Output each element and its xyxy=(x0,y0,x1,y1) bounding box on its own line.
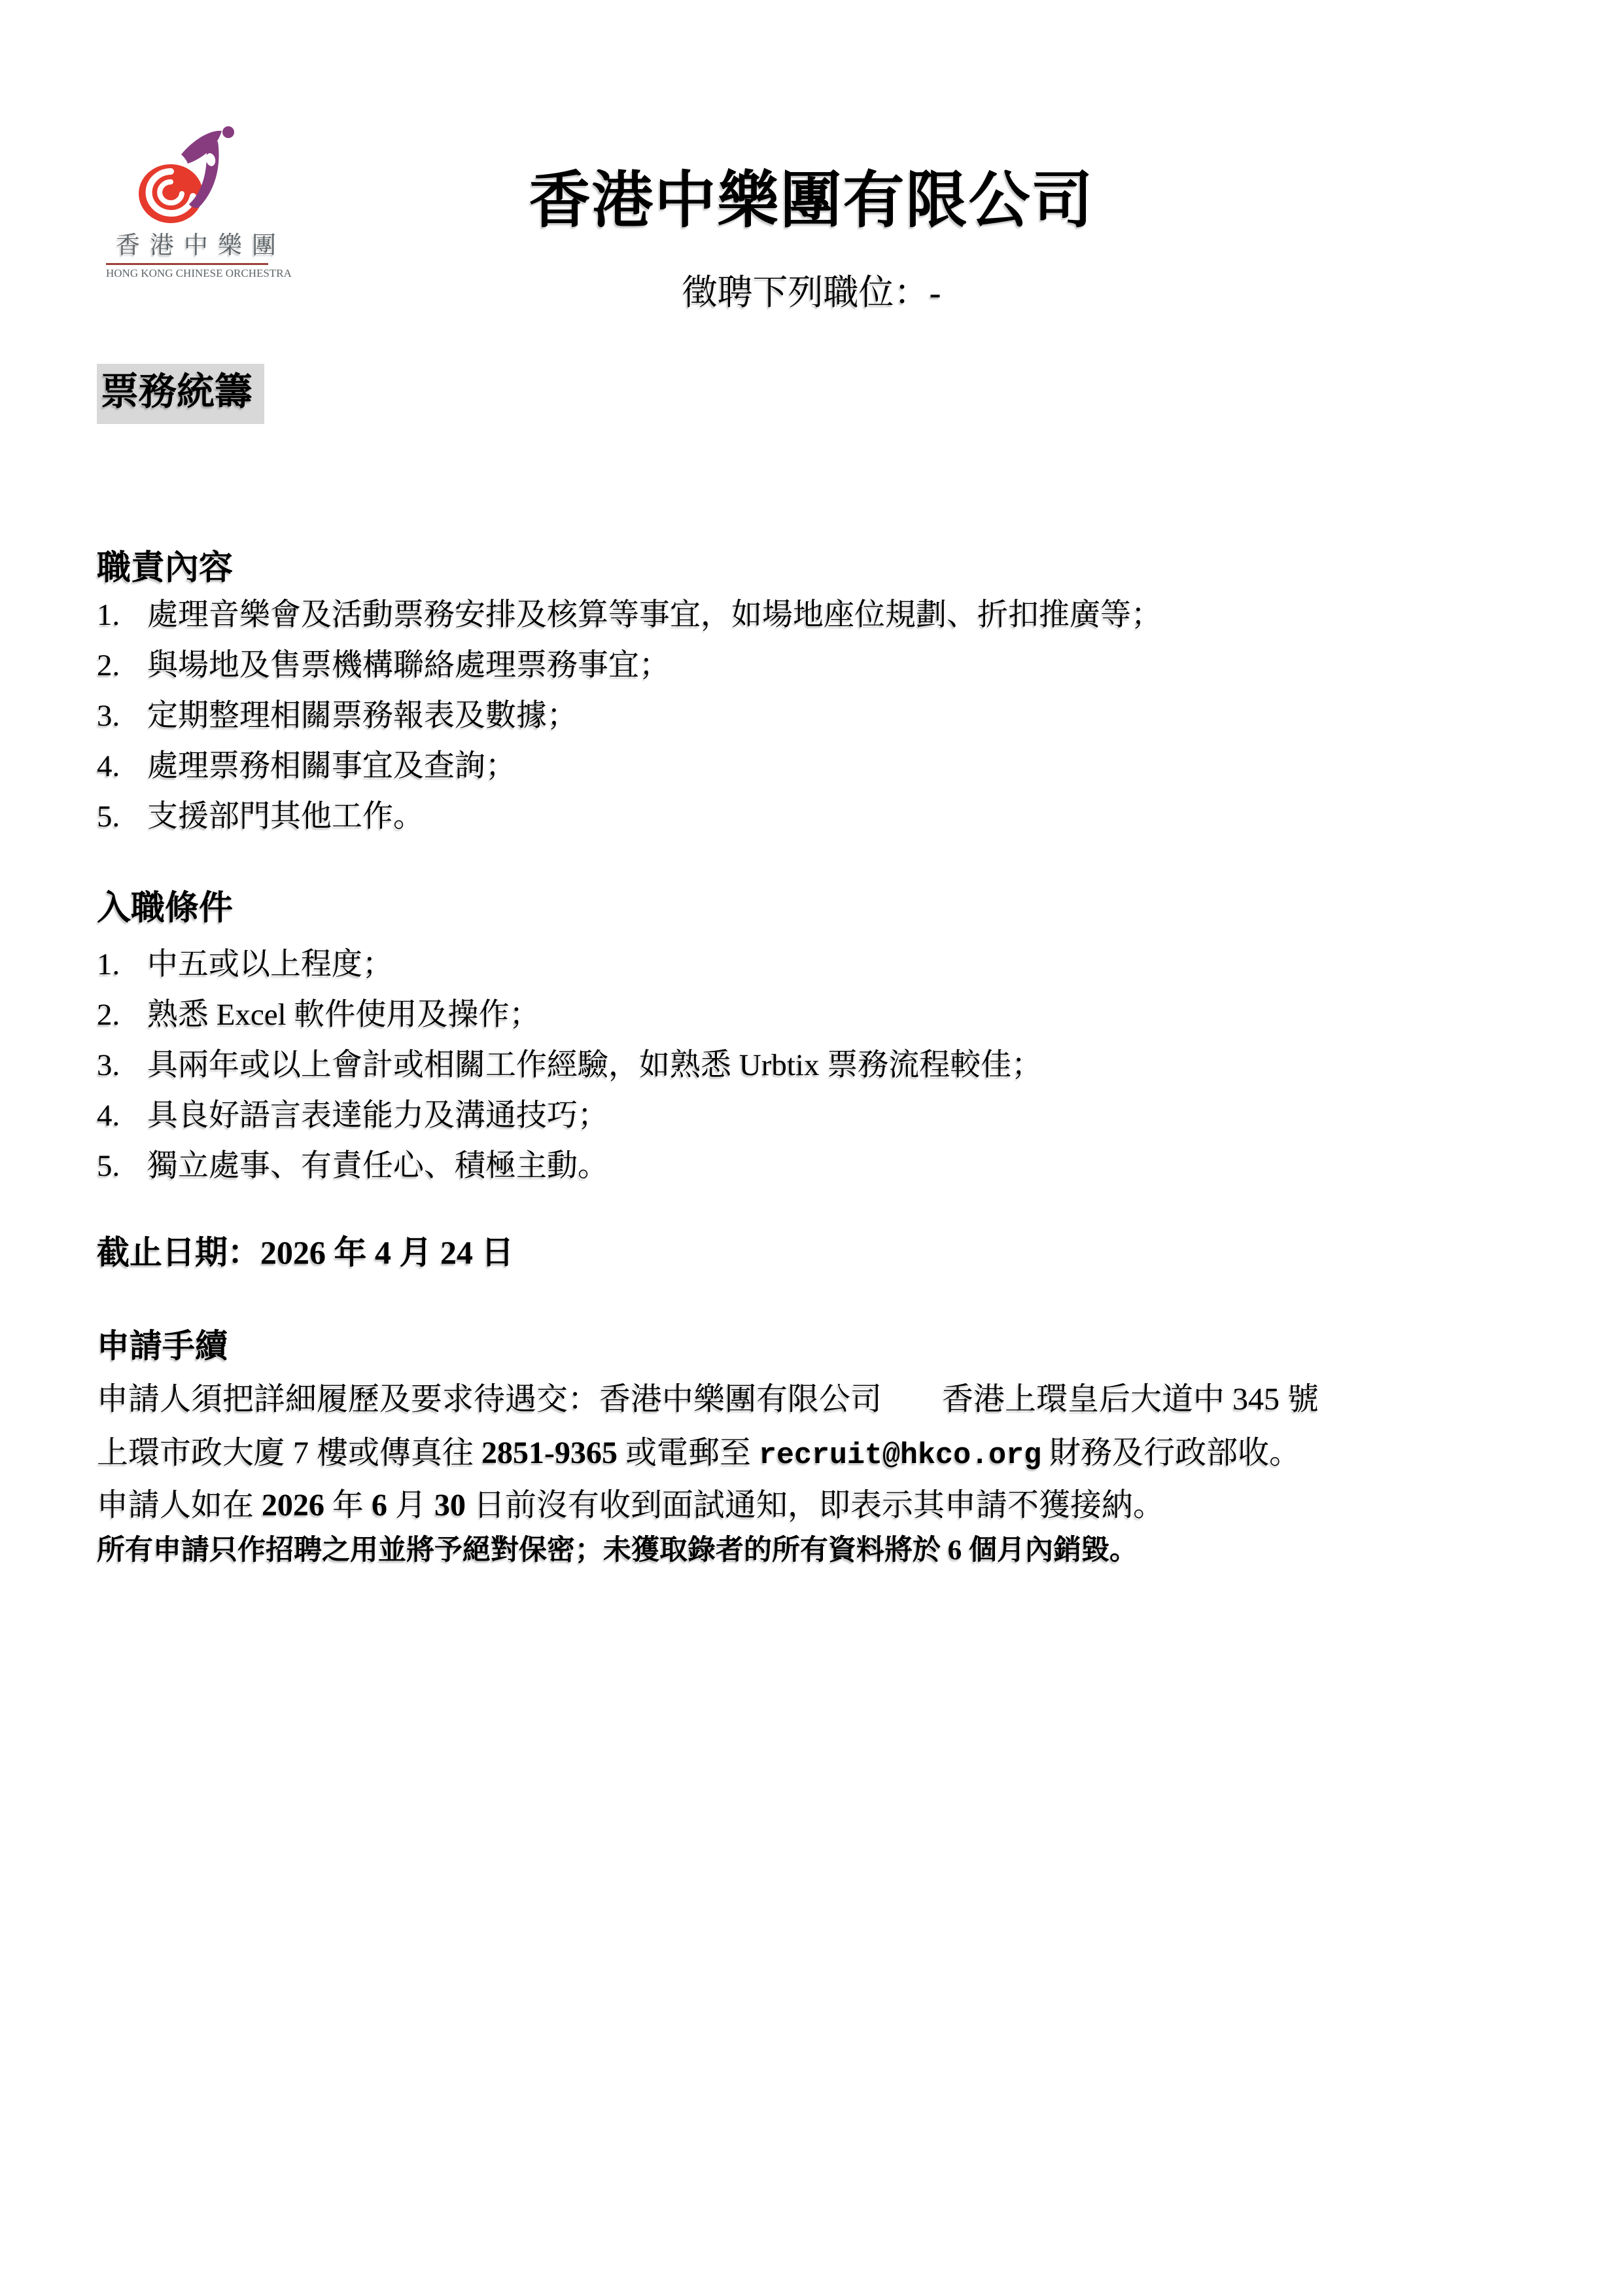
list-item-text: 中五或以上程度； xyxy=(147,947,393,981)
notice-year-label: 年 xyxy=(324,1488,372,1523)
notice-suffix: 日前沒有收到面試通知，即表示其申請不獲接納。 xyxy=(466,1488,1165,1523)
list-item-number: 4. xyxy=(97,749,120,783)
job-title-highlighted: 票務統籌 xyxy=(97,364,264,424)
application-address-part1: 申請人須把詳細履歷及要求待遇交：香港中樂團有限公司 xyxy=(97,1382,882,1417)
duties-heading: 職責內容 xyxy=(97,550,234,587)
list-item-text: 熟悉 Excel 軟件使用及操作； xyxy=(147,998,540,1032)
list-item xyxy=(97,1097,1544,1134)
list-item-text: 支援部門其他工作。 xyxy=(147,800,424,834)
recruitment-subtitle: 徵聘下列職位：- xyxy=(682,273,941,312)
application-line-1 xyxy=(97,1381,1319,1419)
list-item-text: 具兩年或以上會計或相關工作經驗，如熟悉 Urbtix 票務流程較佳； xyxy=(147,1048,1043,1082)
list-item-number: 5. xyxy=(97,1149,120,1183)
notice-year: 2026 xyxy=(262,1488,325,1523)
list-item xyxy=(97,1148,1544,1184)
list-item xyxy=(97,748,1544,785)
list-item-text: 具良好語言表達能力及溝通技巧； xyxy=(147,1099,608,1133)
list-item-text: 獨立處事、有責任心、積極主動。 xyxy=(147,1149,608,1183)
list-item xyxy=(97,997,1544,1033)
list-item-text: 處理票務相關事宜及查詢； xyxy=(147,749,516,783)
list-item xyxy=(97,698,1544,734)
application-address-part3: 上環市政大廈 7 樓或傳真往 xyxy=(97,1436,482,1470)
application-line-3 xyxy=(97,1487,1164,1525)
deadline-line xyxy=(97,1234,514,1272)
deadline-date: 2026 年 4 月 24 日 xyxy=(260,1234,514,1271)
list-item-number: 3. xyxy=(97,1048,120,1082)
application-address-part2: 香港上環皇后大道中 345 號 xyxy=(942,1382,1319,1417)
list-item-text: 定期整理相關票務報表及數據； xyxy=(147,699,578,733)
list-item-number: 1. xyxy=(97,947,120,981)
list-item xyxy=(97,946,1544,983)
list-item xyxy=(97,798,1544,835)
deadline-label: 截止日期： xyxy=(97,1234,260,1271)
privacy-statement: 所有申請只作招聘之用並將予絕對保密；未獲取錄者的所有資料將於 6 個月內銷毀。 xyxy=(97,1535,1138,1566)
email-address: recruit@hkco.org xyxy=(759,1439,1042,1472)
notice-month-label: 月 xyxy=(387,1488,435,1523)
list-item-text: 與場地及售票機構聯絡處理票務事宜； xyxy=(147,648,670,682)
list-item xyxy=(97,647,1544,684)
application-or-email: 或電郵至 xyxy=(618,1436,759,1470)
list-item-number: 2. xyxy=(97,648,120,682)
company-title: 香港中樂團有限公司 xyxy=(529,167,1094,235)
list-item-text: 處理音樂會及活動票務安排及核算等事宜，如場地座位規劃、折扣推廣等； xyxy=(147,598,1162,632)
notice-prefix: 申請人如在 xyxy=(97,1488,262,1523)
list-item xyxy=(97,597,1544,633)
fax-number: 2851-9365 xyxy=(481,1436,618,1470)
duties-list xyxy=(97,597,1544,849)
logo-underline xyxy=(106,263,268,265)
list-item-number: 2. xyxy=(97,998,120,1032)
notice-month: 6 xyxy=(372,1488,388,1523)
application-dept: 財務及行政部收。 xyxy=(1041,1436,1301,1470)
logo-english-name: HONG KONG CHINESE ORCHESTRA xyxy=(106,266,292,279)
application-heading: 申請手續 xyxy=(97,1328,228,1364)
list-item xyxy=(97,1047,1544,1084)
requirements-heading: 入職條件 xyxy=(97,890,234,927)
list-item-number: 3. xyxy=(97,699,120,733)
notice-day: 30 xyxy=(434,1488,466,1523)
logo-chinese-name: 香港中樂團 xyxy=(116,232,286,259)
requirements-list xyxy=(97,946,1544,1198)
list-item-number: 5. xyxy=(97,800,120,834)
application-line-2 xyxy=(97,1434,1300,1474)
list-item-number: 1. xyxy=(97,598,120,632)
list-item-number: 4. xyxy=(97,1099,120,1133)
